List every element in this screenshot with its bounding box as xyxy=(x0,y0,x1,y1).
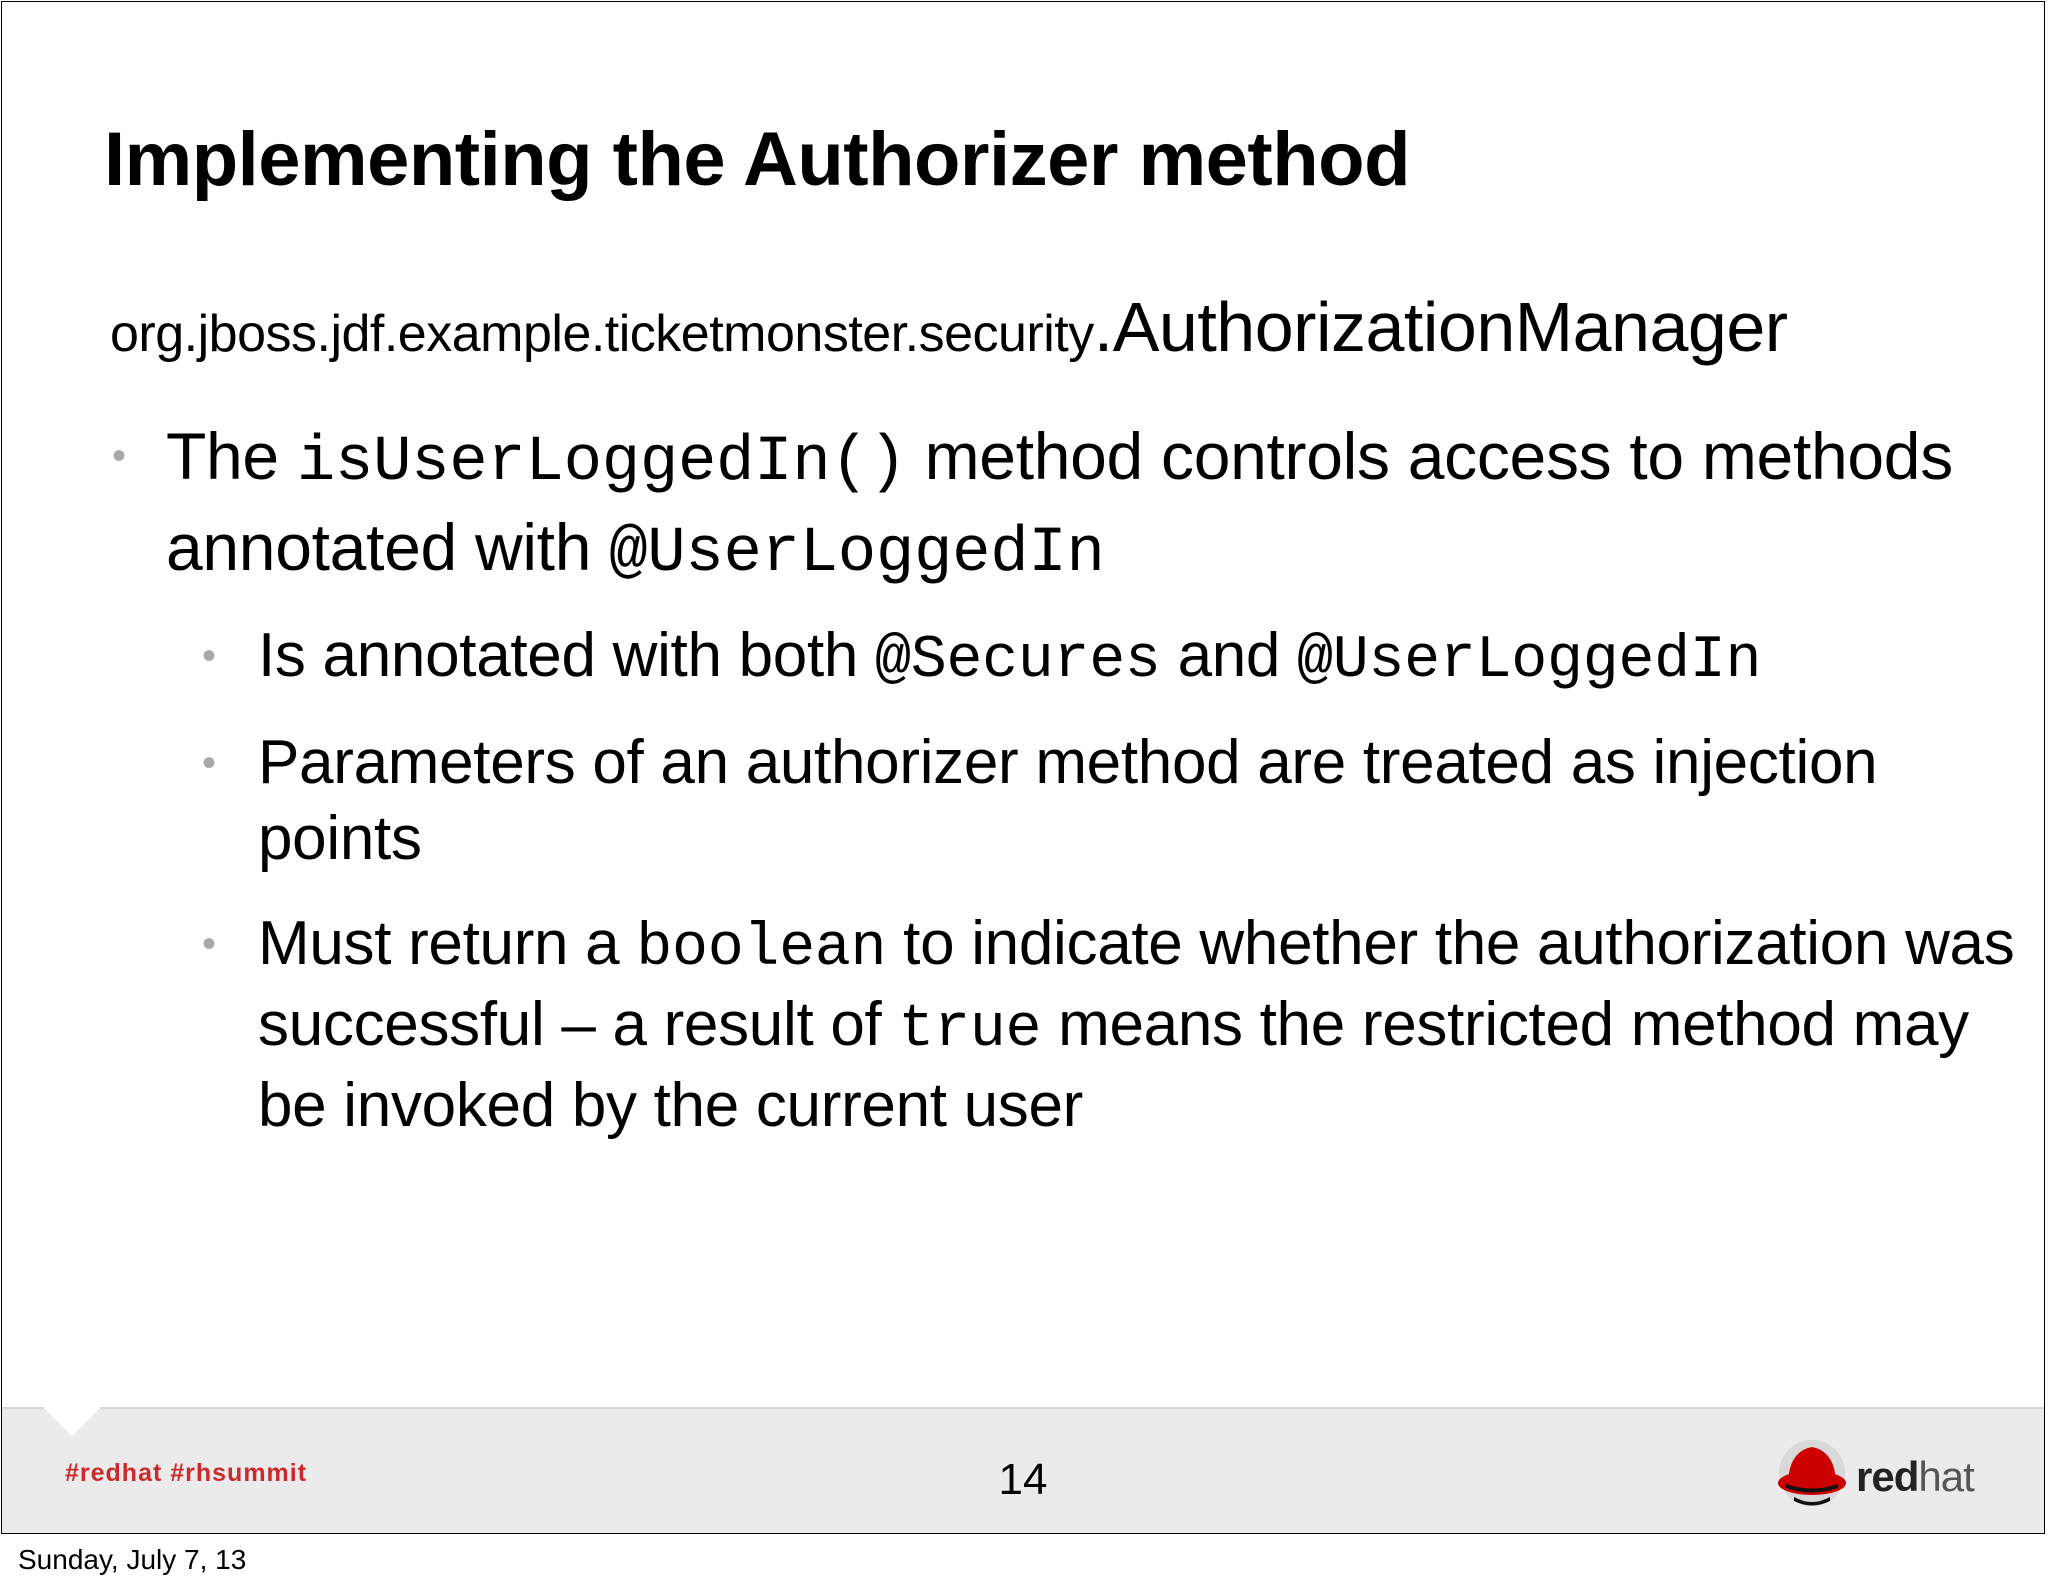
bullet-code: isUserLoggedIn() xyxy=(296,427,907,499)
bullet-dot-icon: • xyxy=(112,434,126,478)
bullet-code: @Secures xyxy=(874,627,1161,695)
date-caption: Sunday, July 7, 13 xyxy=(18,1544,247,1575)
bullet-code: @UserLoggedIn xyxy=(1297,627,1762,695)
class-path xyxy=(110,288,1788,366)
sub-bullet-item xyxy=(202,618,2018,699)
logo-wordmark xyxy=(1856,1453,1974,1501)
bullet-dot-icon: • xyxy=(202,922,216,966)
page-number: 14 xyxy=(998,1455,1048,1504)
logo-text-bold: red xyxy=(1856,1453,1919,1500)
class-package: org.jboss.jdf.example.ticketmonster.security xyxy=(110,305,1094,363)
bullet-code: boolean xyxy=(636,915,887,983)
bullet-text: to indicate whether the authorization was successful – a result of xyxy=(258,909,2015,1059)
bullet-text: and xyxy=(1160,621,1298,690)
slide-footer xyxy=(2,1407,2044,1534)
bullet-code: true xyxy=(898,996,1042,1064)
logo-text-light: hat xyxy=(1918,1453,1974,1500)
bullet-item xyxy=(112,414,1966,596)
bullet-text: means the restricted method may be invoked by the current user xyxy=(258,990,1969,1140)
bullet-dot-icon: • xyxy=(202,634,216,678)
bullet-text: Must return a xyxy=(258,909,637,978)
sub-bullet-item xyxy=(202,906,2018,1144)
footer-notch xyxy=(42,1406,102,1436)
redhat-shadowman-icon xyxy=(1772,1437,1852,1511)
class-name: .AuthorizationManager xyxy=(1093,288,1788,366)
bullet-text: method controls access to methods annotated with xyxy=(166,419,1953,584)
hashtags: #redhat #rhsummit xyxy=(65,1459,308,1487)
redhat-logo xyxy=(1772,1437,1994,1511)
bullet-text: The xyxy=(166,419,297,493)
bullet-text: Parameters of an authorizer method are treated as injection points xyxy=(258,728,1878,873)
bullet-text: Is annotated with both xyxy=(258,621,875,690)
bullet-dot-icon: • xyxy=(202,741,216,785)
slide-title: Implementing the Authorizer method xyxy=(104,117,1410,202)
sub-bullet-item xyxy=(202,725,2018,877)
slide xyxy=(1,1,2045,1534)
bullet-code: @UserLoggedIn xyxy=(609,518,1105,590)
